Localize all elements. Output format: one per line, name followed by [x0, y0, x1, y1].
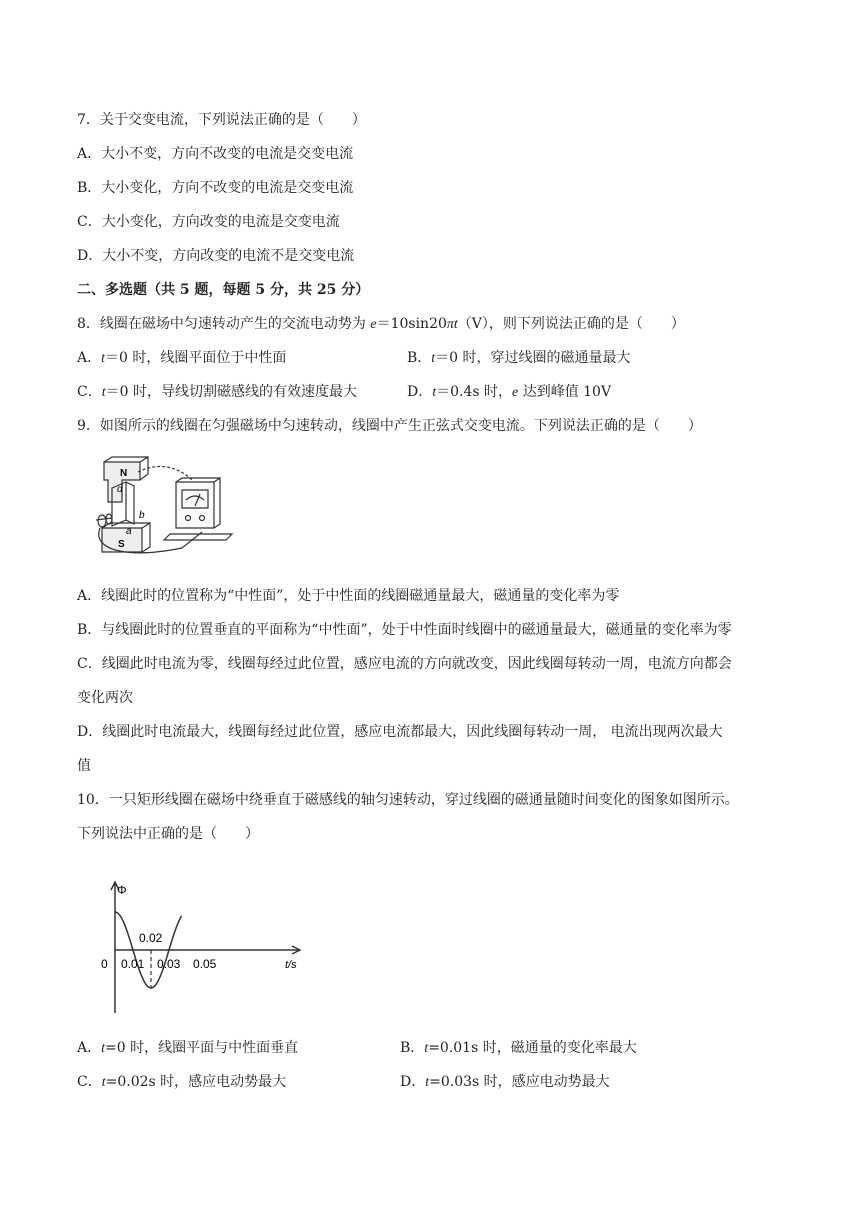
- q10-option-a-letter: A．: [77, 1040, 102, 1056]
- q10-option-c-text: =0.02s 时，感应电动势最大: [105, 1074, 287, 1090]
- q8-option-a-var: t: [101, 351, 106, 366]
- q10-option-b-var: t: [424, 1041, 429, 1056]
- q9-option-d-line2: 值: [77, 758, 91, 774]
- q10-option-a-text: =0 时，线圈平面与中性面垂直: [105, 1040, 299, 1056]
- q10-stem-line2: 下列说法中正确的是（ ）: [77, 826, 259, 842]
- q7-option-a: A．大小不变，方向不改变的电流是交变电流: [77, 146, 354, 162]
- q8-stem-post: （V），则下列说法正确的是（ ）: [457, 316, 685, 332]
- q9-option-c-line2: 变化两次: [77, 690, 133, 706]
- q8-option-d-var: t: [432, 385, 437, 400]
- q8-pi: π: [446, 317, 454, 332]
- q7-option-b: B．大小变化，方向不改变的电流是交变电流: [77, 180, 354, 196]
- q10-option-d-letter: D．: [400, 1074, 426, 1090]
- q8-option-d-text: ＝0.4s 时，: [436, 384, 513, 400]
- q8-option-d-letter: D．: [407, 384, 433, 400]
- q9-figure-label-n: N: [120, 468, 128, 479]
- chart-x-label: t/s: [285, 959, 297, 971]
- q7-option-c: C．大小变化，方向改变的电流是交变电流: [77, 214, 340, 230]
- q10-option-a: [77, 1038, 298, 1059]
- chart-tick-label-0.05: 0.05: [193, 957, 217, 971]
- q9-option-a: A．线圈此时的位置称为“中性面”，处于中性面的线圈磁通量最大，磁通量的变化率为零: [77, 588, 620, 604]
- q10-option-d: [400, 1072, 610, 1093]
- q10-option-d-text: =0.03s 时，感应电动势最大: [429, 1074, 610, 1090]
- q7-stem: 7．关于交变电流，下列说法正确的是（ ）: [77, 112, 366, 128]
- q8-option-c-text: ＝0 时，导线切割磁感线的有效速度最大: [105, 384, 357, 400]
- q9-figure-label-a: a: [126, 526, 132, 537]
- chart-tick-label-0.03: 0.03: [157, 957, 181, 971]
- q10-stem-line1: 10．一只矩形线圈在磁场中绕垂直于磁感线的轴匀速转动，穿过线圈的磁通量随时间变化的图象如图所示。: [77, 792, 739, 808]
- chart-origin-label: 0: [101, 957, 108, 971]
- q8-option-b: [407, 348, 631, 369]
- q8-option-b-letter: B．: [407, 350, 432, 366]
- q8-var-t: t: [453, 317, 458, 332]
- q9-figure-label-b: b: [139, 510, 145, 521]
- q8-option-b-text: ＝0 时，穿过线圈的磁通量最大: [435, 350, 631, 366]
- q7-option-d: D．大小不变，方向改变的电流不是交变电流: [77, 248, 355, 264]
- q8-var-e: e: [370, 317, 377, 332]
- q9-figure-label-s: S: [118, 539, 125, 550]
- q8-option-c-var: t: [101, 385, 106, 400]
- q8-option-b-var: t: [431, 351, 436, 366]
- q8-option-d-text2: 达到峰值 10V: [518, 384, 612, 400]
- chart-y-label: Φ: [117, 883, 127, 897]
- q10-option-b: [400, 1038, 637, 1059]
- q9-stem: 9．如图所示的线圈在匀强磁场中匀速转动，线圈中产生正弦式交变电流。下列说法正确的是（ ）: [77, 418, 702, 434]
- q8-option-a: [77, 348, 286, 369]
- q10-option-a-var: t: [101, 1041, 106, 1056]
- q9-option-d-line1: D．线圈此时电流最大，线圈每经过此位置，感应电流都最大，因此线圈每转动一周， 电流出现两次最大: [77, 724, 723, 740]
- q10-flux-time-chart: [95, 878, 325, 1018]
- q10-option-c-var: t: [101, 1075, 106, 1090]
- q8-option-c-letter: C．: [77, 384, 102, 400]
- q8-option-d: [407, 382, 611, 403]
- q8-stem-pre: 8．线圈在磁场中匀速转动产生的交流电动势为: [77, 316, 371, 332]
- q8-formula: ＝10sin20: [376, 316, 447, 332]
- q10-option-b-text: =0.01s 时，磁通量的变化率最大: [428, 1040, 637, 1056]
- q10-option-c-letter: C．: [77, 1074, 102, 1090]
- chart-tick-label-0.01: 0.01: [121, 957, 145, 971]
- q10-option-b-letter: B．: [400, 1040, 425, 1056]
- q10-option-c: [77, 1072, 286, 1093]
- chart-tick-label-0.02: 0.02: [139, 931, 163, 945]
- q9-figure-generator-diagram: [82, 450, 257, 562]
- q8-option-a-text: ＝0 时，线圈平面位于中性面: [105, 350, 287, 366]
- q10-option-d-var: t: [425, 1075, 430, 1090]
- q9-figure-label-d: d: [117, 484, 123, 495]
- q8-stem: [77, 314, 685, 335]
- q8-option-a-letter: A．: [77, 350, 102, 366]
- q8-option-c: [77, 382, 357, 403]
- q9-option-b: B．与线圈此时的位置垂直的平面称为“中性面”，处于中性面时线圈中的磁通量最大，磁通量的变化率为零: [77, 622, 732, 638]
- q9-option-c-line1: C．线圈此时电流为零，线圈每经过此位置，感应电流的方向就改变，因此线圈每转动一周，电流方向都会: [77, 656, 732, 672]
- section-heading-multiple-choice: 二、多选题（共 5 题，每题 5 分，共 25 分）: [77, 282, 370, 298]
- q8-option-d-var2: e: [512, 385, 519, 400]
